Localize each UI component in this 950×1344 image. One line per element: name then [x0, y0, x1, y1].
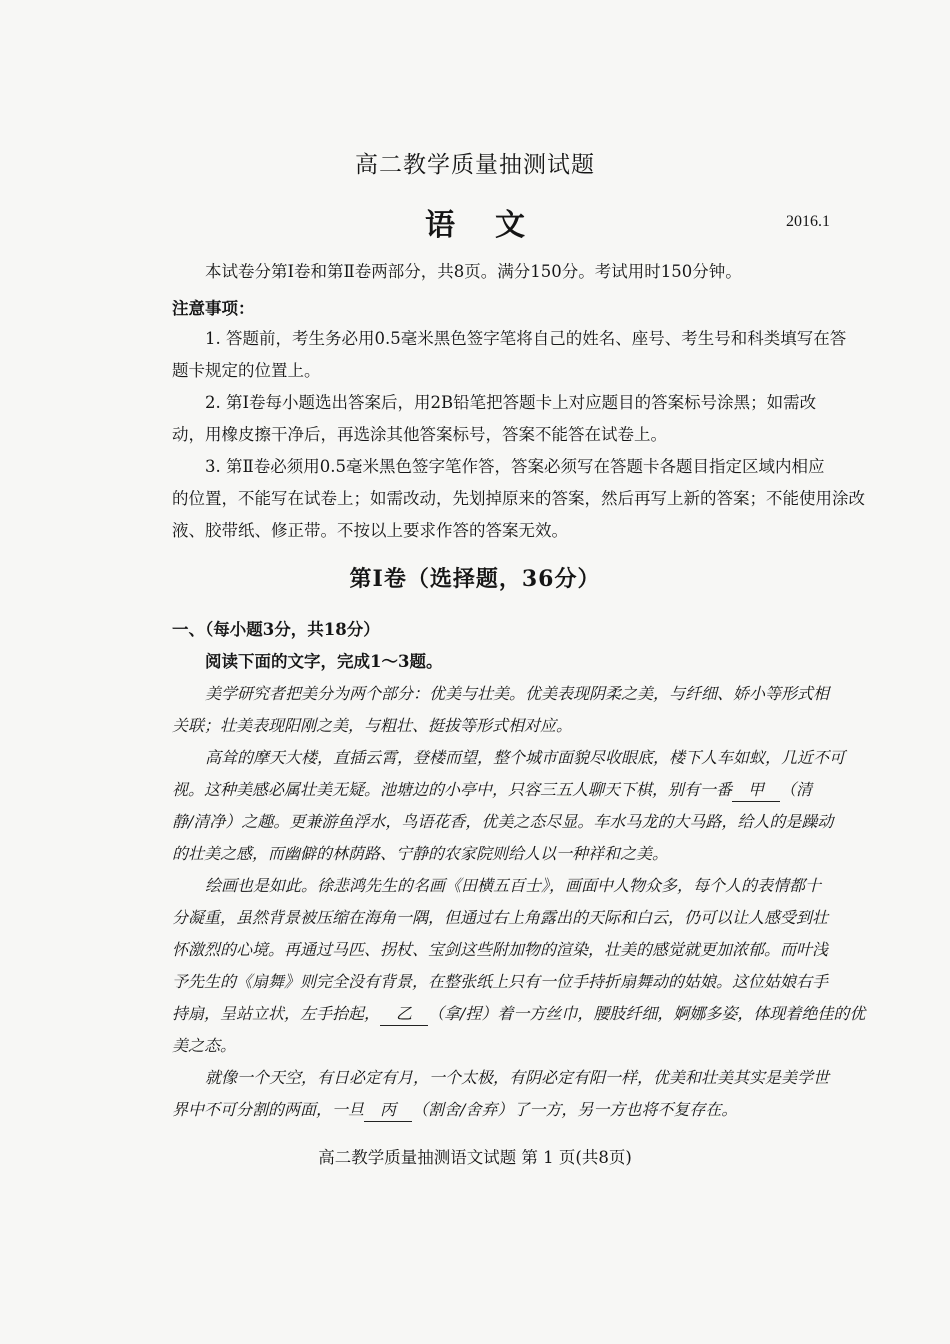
- passage-text: （清: [780, 780, 813, 799]
- instruction-text: 阅读下面的文字，完成1～3题。: [205, 652, 443, 671]
- notice-line: 2. 第Ⅰ卷每小题选出答案后，用2B铅笔把答题卡上对应题目的答案标号涂黑；如需改: [205, 393, 817, 412]
- notice-list: [172, 323, 874, 547]
- passage-line: 怀激烈的心境。再通过马匹、拐杖、宝剑这些附加物的渲染，壮美的感觉就更加浓郁。而叶浅: [172, 940, 829, 959]
- reading-instruction: [172, 646, 874, 678]
- passage-line: 高耸的摩天大楼，直插云霄，登楼而望，整个城市面貌尽收眼底，楼下人车如蚁，几近不可: [205, 748, 846, 767]
- reading-passage: [172, 678, 874, 1126]
- question-header-text: 一、（每小题3分，共18分）: [172, 620, 380, 639]
- notice-line: 3. 第Ⅱ卷必须用0.5毫米黑色签字笔作答，答案必须写在答题卡各题目指定区域内相应: [205, 457, 825, 476]
- subject-title: 语文: [425, 208, 565, 243]
- intro-paragraph: [172, 256, 874, 288]
- intro-line: 本试卷分第Ⅰ卷和第Ⅱ卷两部分，共8页。满分150分。考试用时150分钟。: [205, 262, 742, 281]
- passage-text: 视。这种美感必属壮美无疑。池塘边的小亭中，只容三五人聊天下棋，别有一番: [172, 780, 733, 799]
- notice-line: 液、胶带纸、修正带。不按以上要求作答的答案无效。: [172, 521, 568, 540]
- passage-line: 美之态。: [172, 1036, 237, 1055]
- notice-line: 的位置，不能写在试卷上；如需改动，先划掉原来的答案，然后再写上新的答案；不能使用涂改: [172, 489, 865, 508]
- notice-line: 动，用橡皮擦干净后，再选涂其他答案标号，答案不能答在试卷上。: [172, 425, 667, 444]
- passage-line: 就像一个天空，有日必定有月，一个太极，有阴必定有阳一样，优美和壮美其实是美学世: [205, 1068, 830, 1087]
- exam-date: 2016.1: [786, 213, 830, 230]
- notice-label-text: 注意事项：: [172, 299, 255, 318]
- passage-line: 关联；壮美表现阳刚之美，与粗壮、挺拔等形式相对应。: [172, 716, 573, 735]
- passage-line: 分凝重，虽然背景被压缩在海角一隅，但通过右上角露出的天际和白云，仍可以让人感受到壮: [172, 908, 829, 927]
- passage-text: （拿/捏）着一方丝巾，腰肢纤细，婀娜多姿，体现着绝佳的优: [428, 1004, 866, 1023]
- passage-line: 美学研究者把美分为两个部分：优美与壮美。优美表现阴柔之美，与纤细、娇小等形式相: [205, 684, 830, 703]
- passage-line: 绘画也是如此。徐悲鸿先生的名画《田横五百士》，画面中人物众多，每个人的表情都十: [205, 876, 822, 895]
- page-footer: 高二教学质量抽测语文试题 第 1 页(共8页): [318, 1148, 632, 1167]
- passage-line: 静/清净）之趣。更兼游鱼浮水，鸟语花香，优美之态尽显。车水马龙的大马路，给人的是躁动: [172, 812, 834, 831]
- blank-yi: 乙: [380, 1003, 428, 1026]
- notice-line: 题卡规定的位置上。: [172, 361, 321, 380]
- exam-title: 高二教学质量抽测试题: [355, 152, 595, 178]
- passage-line: 予先生的《扇舞》则完全没有背景，在整张纸上只有一位手持折扇舞动的姑娘。这位姑娘右手: [172, 972, 829, 991]
- blank-jia: 甲: [732, 779, 780, 802]
- passage-text: 界中不可分割的两面，一旦: [172, 1100, 365, 1119]
- passage-text: 持扇，呈站立状，左手抬起，: [172, 1004, 381, 1023]
- passage-line: [172, 1094, 874, 1126]
- notice-label: [172, 293, 874, 325]
- notice-line: 1. 答题前，考生务必用0.5毫米黑色签字笔将自己的姓名、座号、考生号和科类填写在答: [205, 329, 847, 348]
- blank-bing: 丙: [364, 1099, 412, 1122]
- section-heading: 第Ⅰ卷（选择题，36分）: [349, 566, 601, 592]
- passage-line: 的壮美之感，而幽僻的林荫路、宁静的农家院则给人以一种祥和之美。: [172, 844, 669, 863]
- passage-text: （割舍/舍弃）了一方，另一方也将不复存在。: [412, 1100, 738, 1119]
- question-header: [172, 614, 874, 646]
- passage-line: [172, 774, 874, 806]
- passage-line: [172, 998, 874, 1030]
